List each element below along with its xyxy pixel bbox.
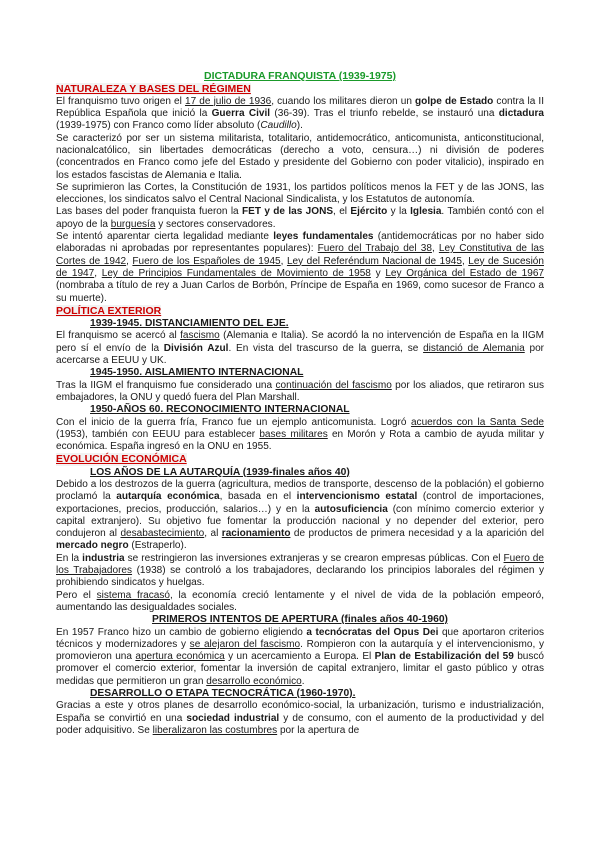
paragraph-supresiones: Se suprimieron las Cortes, la Constitución de 1931, los partidos políticos menos la FET y de las JONS, las elecciones, los sindicatos salvo el Central Nacional Sindicalista, y los Estatutos de autonomía.	[56, 181, 544, 206]
subheading-reconocimiento: 1950-AÑOS 60. RECONOCIMIENTO INTERNACIONAL	[90, 404, 350, 416]
paragraph-leyes: Se intentó aparentar cierta legalidad mediante leyes fundamentales (antidemocráticas por no haber sido elaboradas ni aprobadas por representantes populares): Fuero del Trabajo del 38, Ley Constitutiva de las Cortes de 1942, Fuero de los Españoles de 1945, Ley del Referéndum Nacional de 1945, Ley de Sucesión de 1947, Ley de Principios Fundamentales de Movimiento de 1958 y Ley Orgánica del Estado de 1967 (nombraba a título de rey a Juan Carlos de Borbón, Príncipe de España en 1969, como sucesor de Franco a su muerte).	[56, 231, 545, 304]
section-heading-economia: EVOLUCIÓN ECONÓMICA	[56, 453, 187, 466]
section-regimen	[56, 83, 544, 305]
paragraph-bases: Las bases del poder franquista fueron la FET y de las JONS, el Ejército y la Iglesia. También contó con el apoyo de la burguesía y sectores conservadores.	[56, 206, 545, 230]
subheading-tecnocratica: DESARROLLO O ETAPA TECNOCRÁTICA (1960-1970).	[90, 688, 356, 700]
paragraph-reconocimiento: Con el inicio de la guerra fría, Franco fue un ejemplo anticomunista. Logró acuerdos con la Santa Sede (1953), también con EEUU para establecer bases militares en Morón y Rota a cambio de ayuda militar y económica. España ingresó en la ONU en 1955.	[56, 416, 544, 453]
paragraph-distanciamiento: El franquismo se acercó al fascismo (Alemania e Italia). Se acordó la no intervención de España en la IIGM pero sí el envío de la División Azul. En vista del trascurso de la guerra, se distanció de Alemania por acercarse a EEUU y UK.	[56, 330, 544, 367]
paragraph-autarquia: Debido a los destrozos de la guerra (agricultura, medios de transporte, descenso de la población) el gobierno proclamó la autarquía económica, basada en el intervencionismo estatal (control de importaciones, exportaciones, precios, producción, salarios…) y en la autosuficiencia (con mínimo comercio exterior y capital extranjero). Su objetivo fue fomentar la producción nacional y no depender del exterior, pero condujeron al desabastecimiento, al racionamiento de productos de primera necesidad y a la aparición del mercado negro (Estraperlo).	[56, 479, 545, 552]
subheading-aislamiento: 1945-1950. AISLAMIENTO INTERNACIONAL	[90, 367, 304, 379]
document-title: DICTADURA FRANQUISTA (1939-1975)	[204, 70, 396, 82]
section-politica-exterior	[56, 305, 544, 454]
date-highlight: 17 de julio de 1936	[184, 95, 272, 107]
paragraph-fracaso: Pero el sistema fracasó, la economía creció lentamente y el nivel de vida de la población empeoró, aumentando las desigualdades sociales.	[56, 589, 545, 613]
paragraph-aislamiento: Tras la IIGM el franquismo fue considerado una continuación del fascismo por los aliados, que retiraron sus embajadores, la ONU y quedó fuera del Plan Marshall.	[56, 379, 544, 403]
section-heading-politica: POLÍTICA EXTERIOR	[56, 304, 162, 317]
subheading-distanciamiento: 1939-1945. DISTANCIAMIENTO DEL EJE.	[90, 318, 289, 330]
paragraph-origen: El franquismo tuvo origen el 17 de julio de 1936, cuando los militares dieron un golpe de Estado contra la II República Española que inició la Guerra Civil (36-39). Tras el triunfo rebelde, se instauró una dictadura (1939-1975) con Franco como líder absoluto (Caudillo).	[56, 95, 545, 132]
section-evolucion-economica	[56, 453, 544, 737]
subheading-apertura: PRIMEROS INTENTOS DE APERTURA (finales años 40-1960)	[151, 614, 448, 626]
paragraph-apertura: En 1957 Franco hizo un cambio de gobierno eligiendo a tecnócratas del Opus Dei que aportaron criterios técnicos y modernizadores y se alejaron del fascismo. Rompieron con la autarquía y el intervencionismo, y promovieron una apertura económica y un acercamiento a Europa. El Plan de Estabilización del 59 buscó promover el comercio exterior, fomentar la inversión de capital extranjero, limitar el gasto público y otras medidas que permitieron un gran desarrollo económico.	[56, 626, 545, 687]
paragraph-industria: En la industria se restringieron las inversiones extranjeras y se crearon empresas públicas. Con el Fuero de los Trabajadores (1938) se controló a los trabajadores, declarando los principios laborales del régimen y prohibiendo sindicatos y huelgas.	[56, 552, 544, 589]
subheading-autarquia: LOS AÑOS DE LA AUTARQUÍA (1939-finales años 40)	[90, 466, 350, 478]
paragraph-caracteristicas: Se caracterizó por ser un sistema militarista, totalitario, antidemocrático, anticomunista, anticonstitucional, nacionalcatólico, sin libertades democráticas (derecho a voto, censura…) ni división de poderes (concentrados en Franco como jefe del Estado y presidente del Gobierno con poder vitalicio), inspirado en los estados fascistas de Alemania e Italia.	[56, 132, 544, 181]
paragraph-desarrollo: Gracias a este y otros planes de desarrollo económico-social, la urbanización, turismo e industrialización, España se convirtió en una sociedad industrial y de consumo, con el aumento de la productividad y del poder adquisitivo. Se liberalizaron las costumbres por la apertura de	[56, 700, 545, 736]
section-heading-regimen: NATURALEZA Y BASES DEL RÉGIMEN	[56, 82, 251, 95]
